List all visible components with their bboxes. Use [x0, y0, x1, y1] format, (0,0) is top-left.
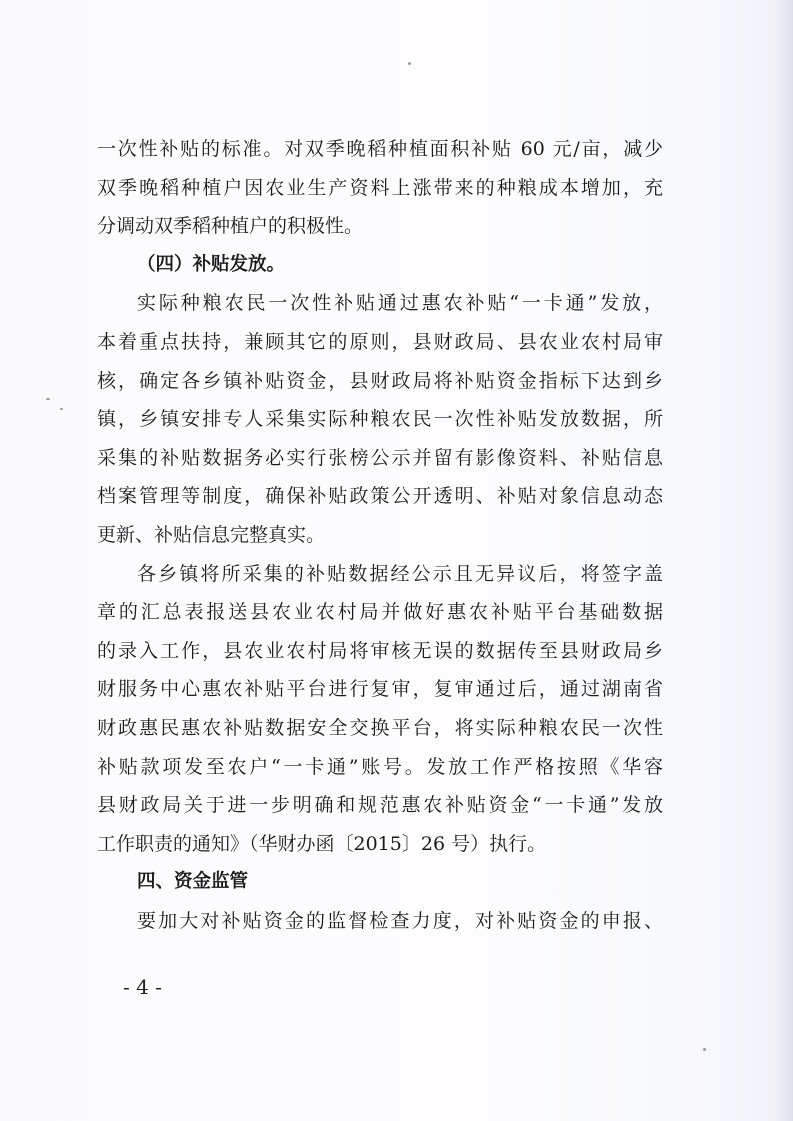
scan-speck — [46, 398, 50, 400]
subsection-heading: （四）补贴发放。 — [137, 253, 286, 275]
text-line: 分调动双季稻种植户的积极性。 — [97, 215, 364, 238]
text-line: 核，确定各乡镇补贴资金，县财政局将补贴资金指标下达到乡 — [97, 369, 663, 392]
text-line: 章的汇总表报送县农业农村局并做好惠农补贴平台基础数据 — [97, 601, 663, 624]
text-line: 各乡镇将所采集的补贴数据经公示且无异议后，将签字盖 — [137, 562, 663, 585]
paragraph-3 — [97, 555, 663, 864]
text-line: 工作职责的通知》（华财办函〔2015〕26 号）执行。 — [97, 832, 547, 855]
text-line: 县财政局关于进一步明确和规范惠农补贴资金“一卡通”发放 — [97, 794, 663, 817]
text-line: 更新、补贴信息完整真实。 — [97, 523, 326, 546]
paragraph-4 — [97, 902, 663, 941]
scan-speck — [703, 1048, 706, 1051]
scan-speck — [60, 408, 63, 410]
page-number: - 4 - — [123, 975, 162, 999]
text-line: 实际种粮农民一次性补贴通过惠农补贴“一卡通”发放， — [137, 292, 663, 315]
document-body — [97, 130, 663, 940]
page-edge-shadow — [775, 0, 793, 1121]
text-line: 的录入工作，县农业农村局将审核无误的数据传至县财政局乡 — [97, 639, 663, 662]
section-heading: 四、资金监管 — [137, 871, 249, 893]
paragraph-2 — [97, 284, 663, 554]
scan-speck — [408, 62, 411, 65]
text-line: 档案管理等制度，确保补贴政策公开透明、补贴对象信息动态 — [97, 485, 663, 508]
text-line: 采集的补贴数据务必实行张榜公示并留有影像资料、补贴信息 — [97, 446, 663, 469]
text-line: 财服务中心惠农补贴平台进行复审，复审通过后，通过湖南省 — [97, 678, 663, 701]
text-line: 财政惠民惠农补贴数据安全交换平台，将实际种粮农民一次性 — [97, 716, 663, 739]
paragraph-1 — [97, 130, 663, 246]
text-line: 一次性补贴的标准。对双季晚稻种植面积补贴 60 元/亩，减少 — [97, 138, 663, 160]
text-line: 要加大对补贴资金的监督检查力度，对补贴资金的申报、 — [137, 909, 663, 932]
text-line: 镇，乡镇安排专人采集实际种粮农民一次性补贴发放数据，所 — [97, 408, 663, 431]
text-line: 双季晚稻种植户因农业生产资料上涨带来的种粮成本增加，充 — [97, 176, 663, 199]
text-line: 本着重点扶持，兼顾其它的原则，县财政局、县农业农村局审 — [97, 330, 663, 353]
text-line: 补贴款项发至农户“一卡通”账号。发放工作严格按照《华容 — [97, 755, 663, 778]
